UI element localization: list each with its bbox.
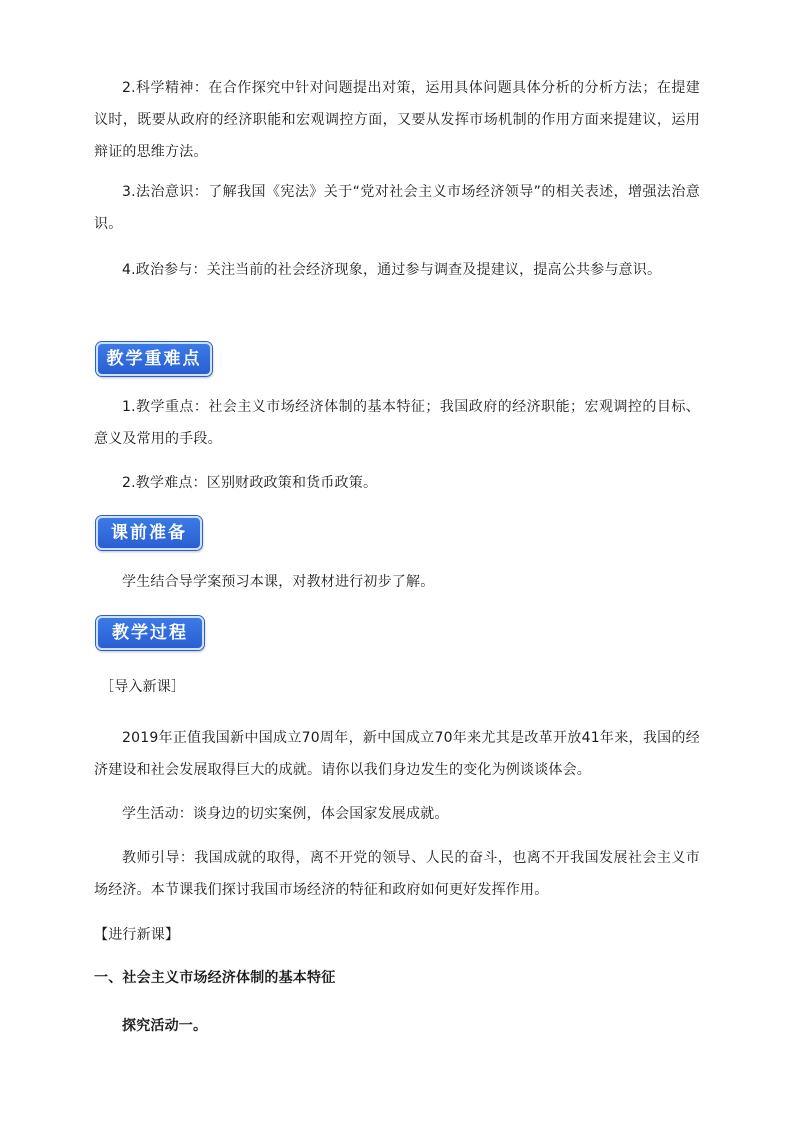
core-literacy-rule-of-law: 3.法治意识：了解我国《宪法》关于“党对社会主义市场经济领导”的相关表述，增强法治意识。 <box>94 184 700 232</box>
inquiry-activity-one: 探究活动一。 <box>122 1018 208 1034</box>
core-literacy-political-participation: 4.政治参与：关注当前的社会经济现象，通过参与调查及提建议，提高公共参与意识。 <box>122 262 662 278</box>
student-activity: 学生活动：谈身边的切实案例，体会国家发展成就。 <box>122 806 449 822</box>
section-heading-basic-features: 一、社会主义市场经济体制的基本特征 <box>94 970 336 986</box>
section-badge-teaching-process: 教学过程 <box>96 616 204 650</box>
preparation-text: 学生结合导学案预习本课，对教材进行初步了解。 <box>122 574 435 590</box>
teacher-guidance: 教师引导：我国成就的取得，离不开党的领导、人民的奋斗，也离不开我国发展社会主义市场经济。本节课我们探讨我国市场经济的特征和政府如何更好发挥作用。 <box>94 850 700 898</box>
intro-new-lesson-label: ［导入新课］ <box>100 679 186 695</box>
section-badge-preparation: 课前准备 <box>96 516 202 550</box>
new-lesson-label: 【进行新课】 <box>94 927 180 943</box>
core-literacy-science-spirit: 2.科学精神：在合作探究中针对问题提出对策，运用具体问题具体分析的分析方法；在提建议时，既要从政府的经济职能和宏观调控方面，又要从发挥市场机制的作用方面来提建议，运用辩证的思维方法。 <box>94 80 700 160</box>
section-badge-key-difficult-points: 教学重难点 <box>96 342 212 376</box>
teaching-key-points: 1.教学重点：社会主义市场经济体制的基本特征；我国政府的经济职能；宏观调控的目标、意义及常用的手段。 <box>94 399 700 447</box>
teaching-difficult-points: 2.教学难点：区别财政政策和货币政策。 <box>122 475 378 491</box>
intro-paragraph: 2019年正值我国新中国成立70周年，新中国成立70年来尤其是改革开放41年来，我国的经济建设和社会发展取得巨大的成就。请你以我们身边发生的变化为例谈谈体会。 <box>94 730 700 778</box>
